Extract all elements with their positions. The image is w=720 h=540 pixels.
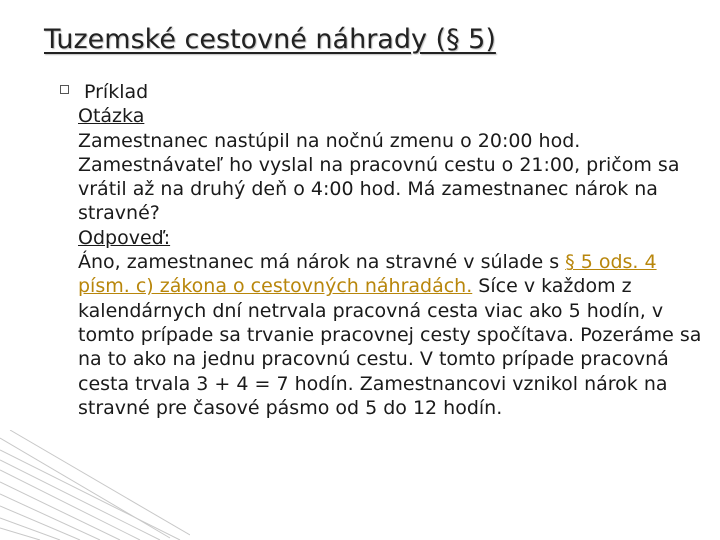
decorative-lines bbox=[0, 430, 190, 540]
answer-text-start: Áno, zamestnanec má nárok na stravné v súlade s bbox=[78, 251, 566, 274]
slide-content bbox=[78, 80, 703, 420]
slide-title: Tuzemské cestovné náhrady (§ 5) bbox=[44, 24, 496, 55]
square-bullet-icon bbox=[60, 85, 69, 94]
law-reference-link[interactable]: § 5 ods. 4 písm. c) zákona o cestovných náhradách. bbox=[78, 251, 657, 298]
question-label: Otázka bbox=[78, 105, 145, 128]
corner-decoration bbox=[0, 430, 190, 540]
answer-label: Odpoveď: bbox=[78, 226, 171, 249]
answer-paragraph bbox=[78, 250, 703, 420]
example-label: Príklad bbox=[84, 81, 149, 103]
question-text: Zamestnanec nastúpil na nočnú zmenu o 20:00 hod. Zamestnávateľ ho vyslal na pracovnú cestu o 21:00, pričom sa vrátil až na druhý deň o 4:00 hod. Má zamestnanec nárok na stravné? bbox=[78, 129, 680, 225]
answer-text-rest: Síce v každom z kalendárnych dní netrvala pracovná cesta viac ako 5 hodín, v tomto prípade sa trvanie pracovnej cesty spočítava. Pozeráme sa na to ako na jednu pracovnú cestu. V tomto prípade pracovná cesta trvala 3 + 4 = 7 hodín. Zamestnancovi vznikol nárok na stravné pre časové pásmo od 5 do 12 hodín. bbox=[78, 275, 702, 419]
